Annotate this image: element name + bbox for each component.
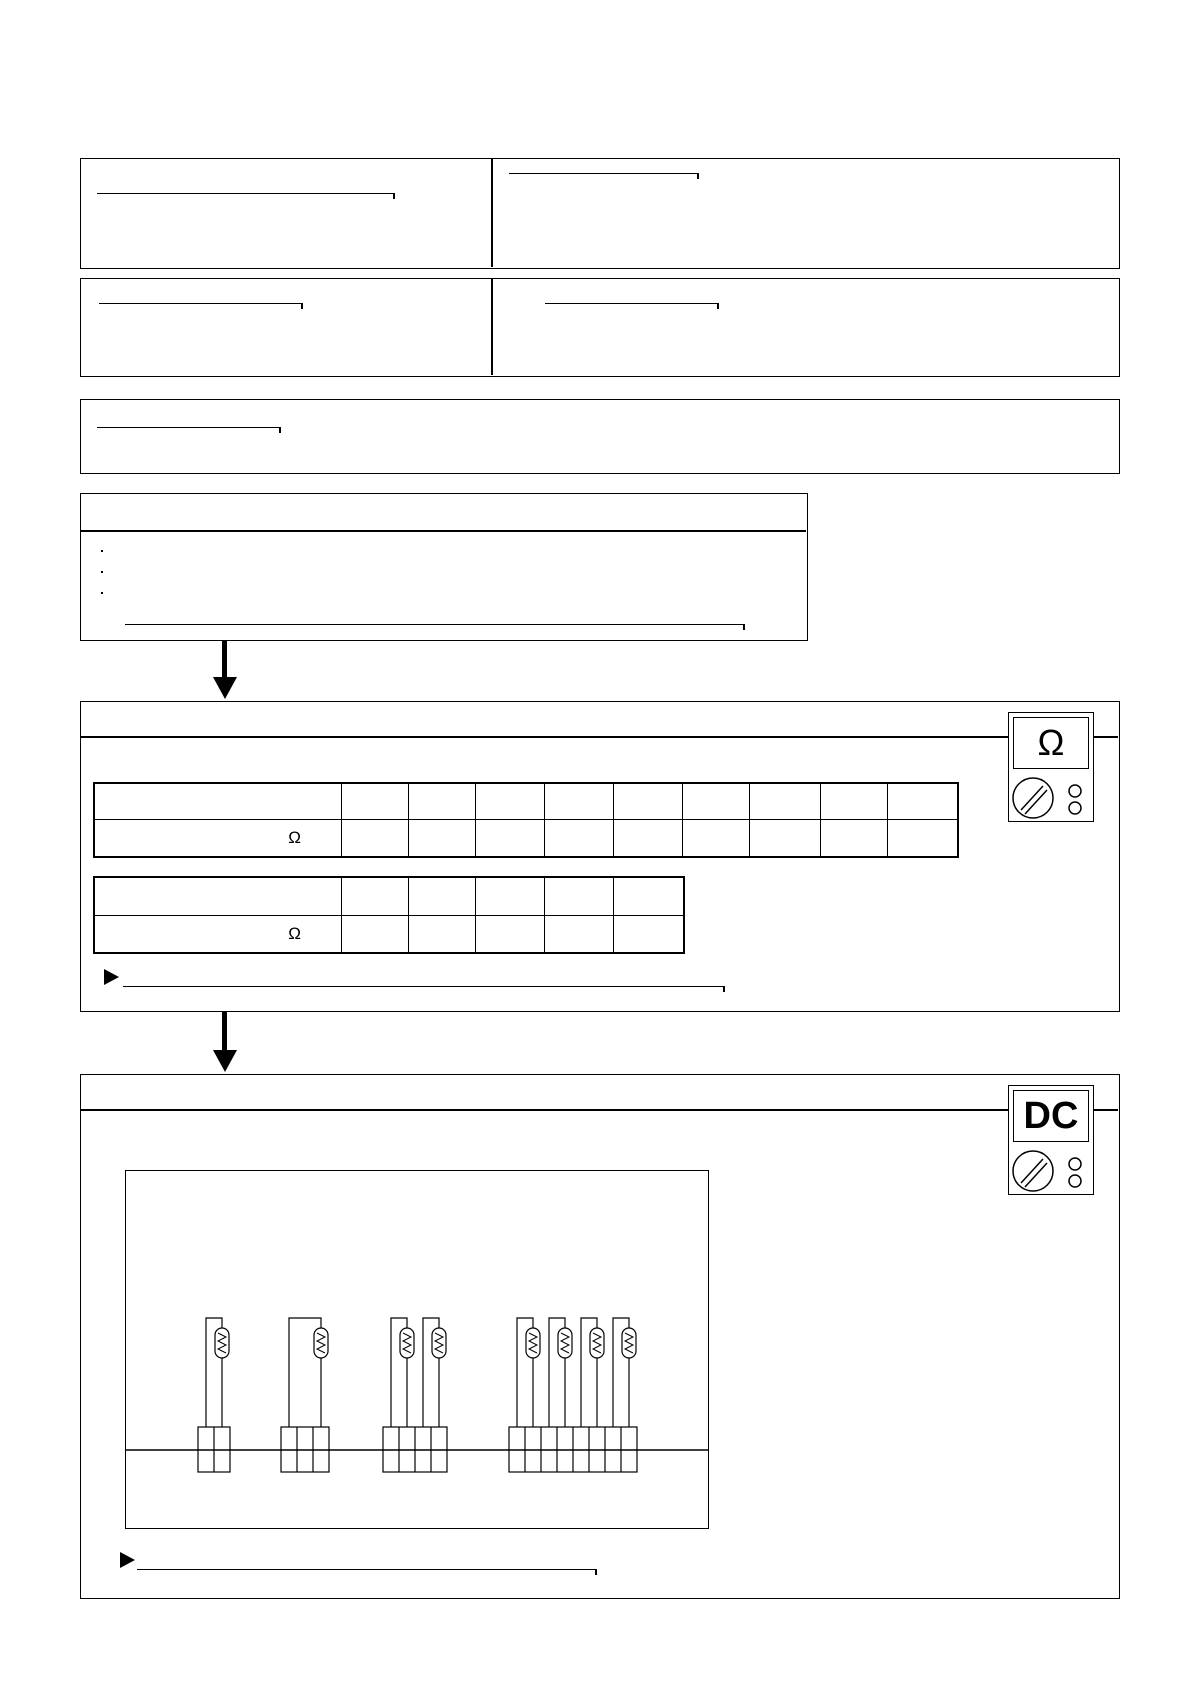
ohmmeter-icon [1008,712,1094,822]
resistance-table-2 [93,876,685,954]
header-row-1-left-title [97,193,393,194]
header-row-1-right-title [509,173,697,174]
resistance-check-step [80,701,1120,1012]
table-cell [545,783,614,819]
table-cell [614,819,683,857]
connector-diagram [125,1170,709,1529]
resistance-table-1-label-bottom [94,819,342,857]
connector-diagram-drawing [126,1171,708,1528]
table-cell [821,783,888,819]
header-row-2-left-title [99,303,301,304]
table-cell [409,877,476,915]
flow-arrow-down-icon [210,641,240,701]
table-cell [409,819,476,857]
header-row-2-right-title [545,303,717,304]
header-row-2-divider [491,279,493,375]
table-cell [750,783,821,819]
header-row-2 [80,278,1120,377]
table-cell [545,915,614,953]
table-cell [614,783,683,819]
table-cell [614,915,685,953]
table-cell [750,819,821,857]
header-row-1-divider [491,159,493,267]
resistance-table-1-unit: Ω [288,827,301,847]
notes-bullet-1 [101,550,103,552]
resistance-result-link[interactable] [123,986,723,987]
table-cell [342,877,409,915]
dc-voltmeter-icon [1008,1085,1094,1195]
header-row-1 [80,158,1120,269]
table-cell [888,819,959,857]
resistance-table-2-unit: Ω [288,923,301,943]
header-row-3 [80,399,1120,474]
table-cell [545,819,614,857]
table-cell [821,819,888,857]
table-cell [614,877,685,915]
table-cell [476,819,545,857]
notes-bullet-3 [101,592,103,594]
table-cell [476,877,545,915]
table-cell [683,819,750,857]
notes-box [80,493,808,641]
result-pointer-icon [103,968,121,986]
voltage-step-title-rule [81,1109,1118,1111]
notes-link[interactable] [125,624,743,625]
table-cell [683,783,750,819]
table-cell [342,783,409,819]
notes-bullet-2 [101,571,103,573]
result-pointer-icon [119,1551,137,1569]
table-cell [342,915,409,953]
table-cell [476,783,545,819]
resistance-step-title-rule [81,736,1118,738]
notes-title-rule [81,530,806,532]
resistance-table-1-label-top [94,783,342,819]
resistance-table-1 [93,782,959,858]
meter-dial-icon [1009,713,1095,823]
voltage-check-step [80,1074,1120,1599]
ohmmeter-display-label: Ω [1037,722,1065,763]
dc-voltmeter-display-label: DC [1023,1094,1079,1137]
meter-dial-icon [1009,1086,1095,1196]
table-cell [888,783,959,819]
voltage-result-link[interactable] [137,1569,595,1570]
resistance-table-2-label-bottom [94,915,342,953]
table-cell [409,915,476,953]
table-cell [545,877,614,915]
flow-arrow-down-icon [210,1012,240,1074]
table-cell [409,783,476,819]
header-row-3-title [97,427,279,428]
resistance-table-2-label-top [94,877,342,915]
table-cell [342,819,409,857]
table-cell [476,915,545,953]
